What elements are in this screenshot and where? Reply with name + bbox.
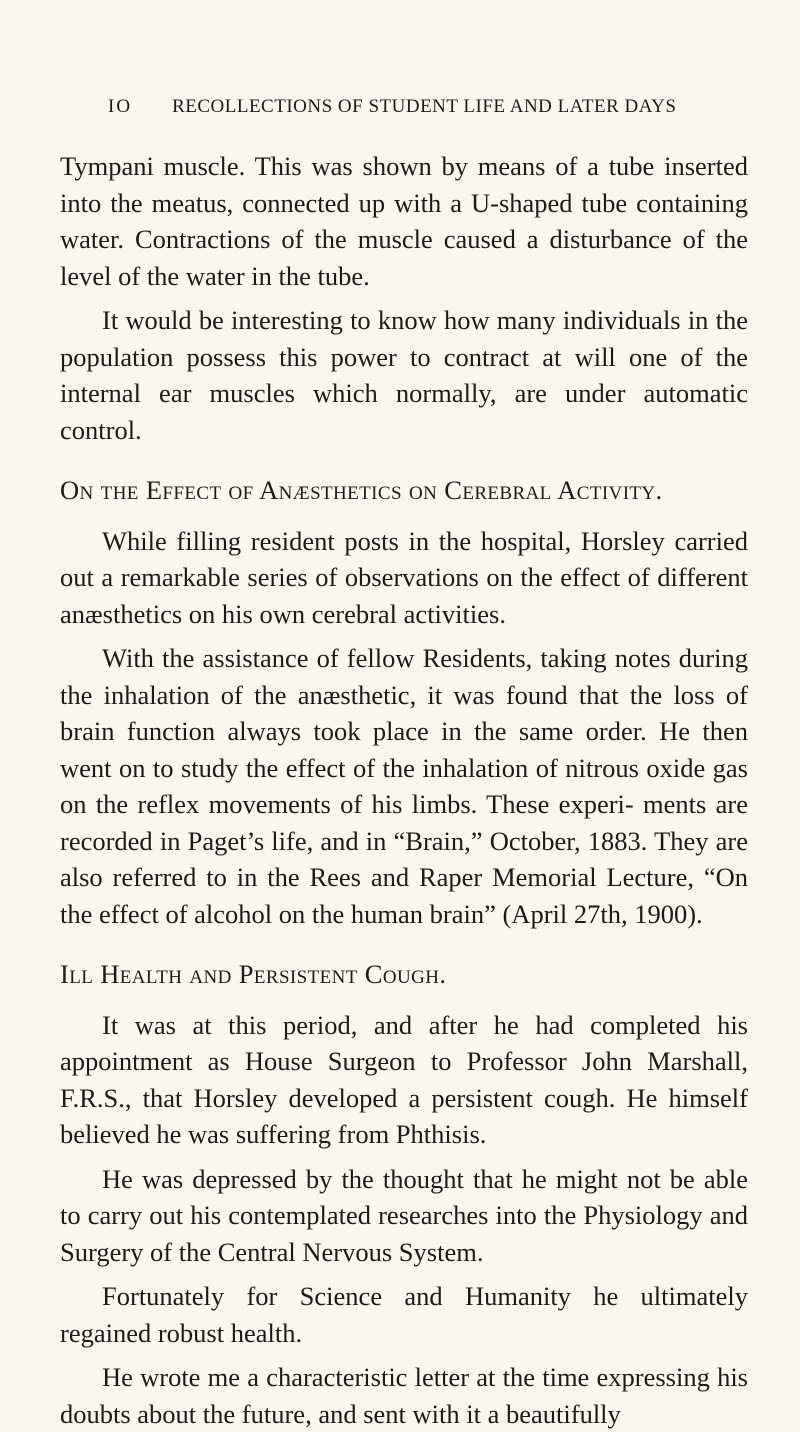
paragraph-4: With the assistance of fellow Residents, taking notes during the inhalation of the anæsthetic, it was found that the loss of brain function always took place in the same order. He then went on to study the effect of the inhalation of nitrous oxide gas on the reflex movements of his limbs. These experi- ments are recorded in Paget’s life, and in “Brain,” October, 1883. They are also referred to in the Rees and Raper Memorial Lecture, “On the effect of alcohol on the human brain” (April 27th, 1900). — [60, 643, 748, 929]
paragraph-1: Tympani muscle. This was shown by means of a tube inserted into the meatus, connected up with a U-shaped tube containing water. Contractions of the muscle caused a disturbance of the level of the water in the tube. — [60, 151, 748, 291]
page-number: IO — [108, 96, 133, 117]
running-header — [108, 96, 708, 118]
running-title: RECOLLECTIONS OF STUDENT LIFE AND LATER DAYS — [172, 96, 677, 117]
page-body — [60, 148, 748, 1432]
paragraph-6: He was depressed by the thought that he might not be able to carry out his contemplated researches into the Physiology and Surgery of the Central Nervous System. — [60, 1163, 748, 1267]
paragraph-2: It would be interesting to know how many individuals in the population possess this power to contract at will one of the internal ear muscles which normally, are under automatic control. — [60, 305, 748, 445]
paragraph-3: While filling resident posts in the hospital, Horsley carried out a remarkable series of observations on the effect of different anæsthetics on his own cerebral activities. — [60, 525, 748, 629]
section-heading-ill-health: Ill Health and Persistent Cough. — [60, 959, 447, 989]
section-heading-anaesthetics: On the Effect of Anæsthetics on Cerebral Activity. — [60, 475, 663, 505]
paragraph-8: He wrote me a characteristic letter at the time expressing his doubts about the future, and sent with it a beautifully — [60, 1362, 748, 1429]
paragraph-7: Fortunately for Science and Humanity he ultimately regained robust health. — [60, 1281, 748, 1348]
paragraph-5: It was at this period, and after he had completed his appointment as House Surgeon to Professor John Marshall, F.R.S., that Horsley developed a persistent cough. He himself believed he was suffering from Phthisis. — [60, 1009, 748, 1149]
